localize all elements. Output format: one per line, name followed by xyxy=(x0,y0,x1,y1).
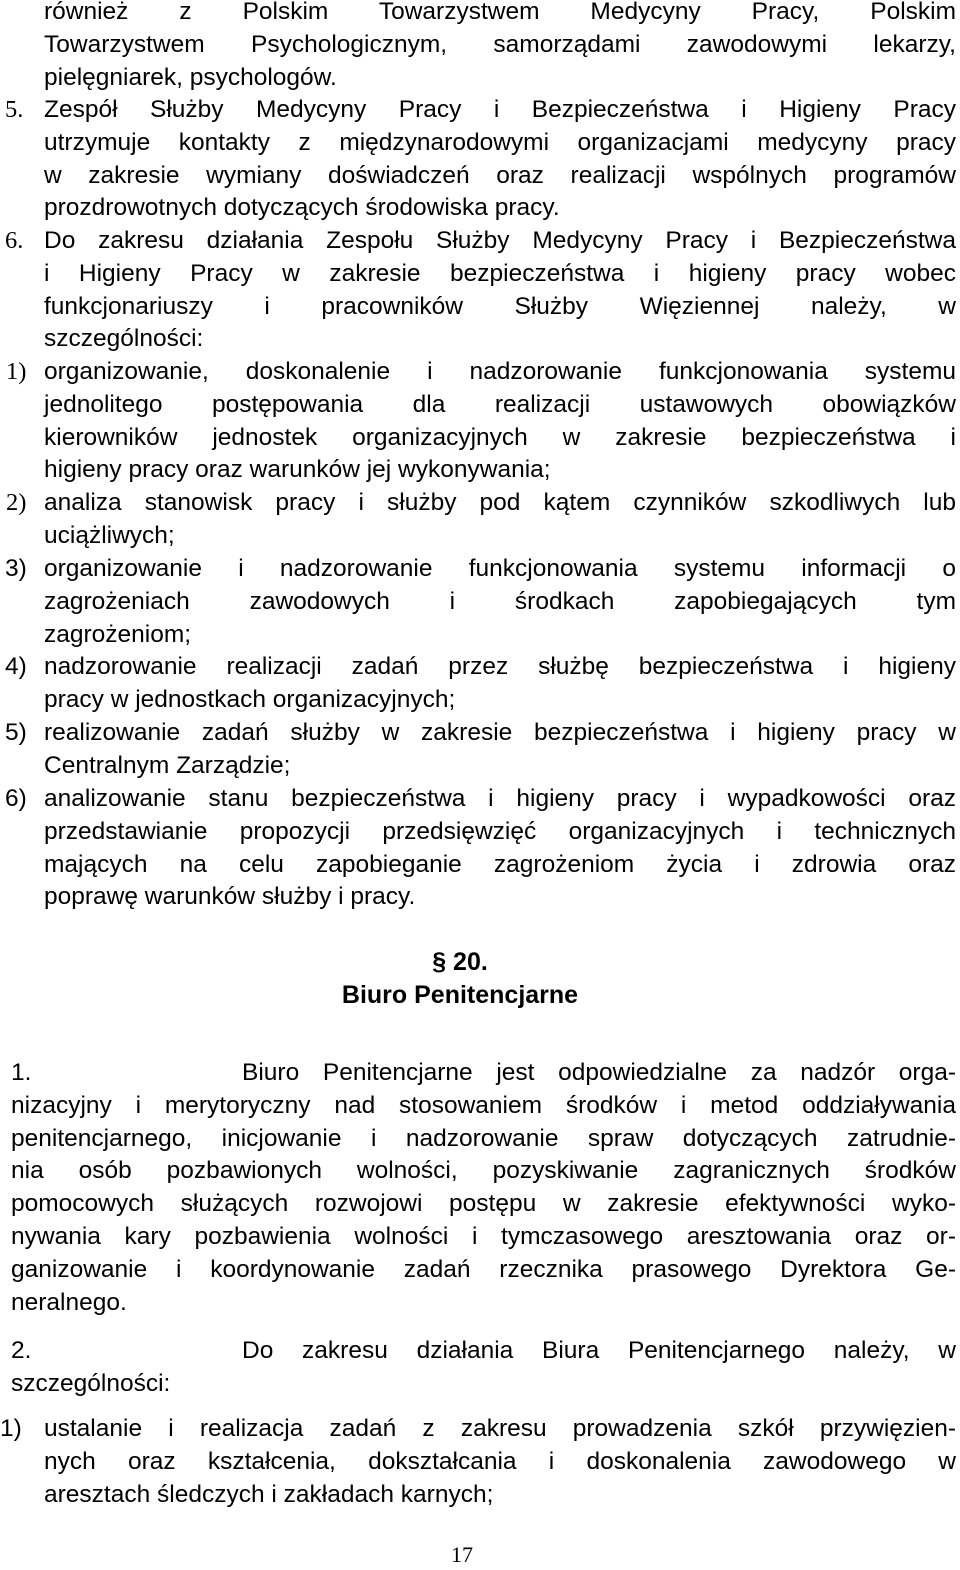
text-line: zagrożeniach zawodowych i środkach zapobiegających tym xyxy=(44,587,956,615)
subitem-number: 2) xyxy=(6,489,27,516)
subitem-6 xyxy=(5,783,956,914)
item-number: 5. xyxy=(5,96,24,123)
text-line: kierowników jednostek organizacyjnych w zakresie bezpieczeństwa i xyxy=(44,423,956,451)
text-line: i Higieny Pracy w zakresie bezpieczeństwa i higieny pracy wobec xyxy=(44,259,956,287)
text-line: również z Polskim Towarzystwem Medycyny Pracy, Polskim xyxy=(44,0,956,25)
text-line: higieny pracy oraz warunków jej wykonywania; xyxy=(44,456,551,484)
text-line: funkcjonariuszy i pracowników Służby Więziennej należy, w xyxy=(44,292,956,320)
paragraph-1 xyxy=(11,1057,956,1319)
text-line: analiza stanowisk pracy i służby pod kątem czynników szkodliwych lub xyxy=(44,489,956,516)
text-line: uciążliwych; xyxy=(44,521,175,549)
subitem-number: 5) xyxy=(5,719,27,746)
subitem-number: 1) xyxy=(6,358,27,385)
text-line: prozdrowotnych dotyczących środowiska pracy. xyxy=(44,194,560,222)
text-line: przedstawianie propozycji przedsięwzięć organizacyjnych i technicznych xyxy=(44,817,956,845)
text-line: nia osób pozbawionych wolności, pozyskiwanie zagranicznych środków xyxy=(11,1157,956,1185)
list-item-5 xyxy=(5,94,956,225)
text-line: Do zakresu działania Zespołu Służby Medycyny Pracy i Bezpieczeństwa xyxy=(44,227,956,254)
subitem-number: 6) xyxy=(5,785,27,812)
paragraph-2 xyxy=(11,1335,956,1401)
text-line: pomocowych służących rozwojowi postępu w zakresie efektywności wyko- xyxy=(11,1190,956,1218)
text-line: w zakresie wymiany doświadczeń oraz realizacji wspólnych programów xyxy=(44,161,956,189)
text-line: realizowanie zadań służby w zakresie bezpieczeństwa i higieny pracy w xyxy=(44,719,956,746)
text-line: nych oraz kształcenia, dokształcania i doskonalenia zawodowego w xyxy=(44,1447,956,1475)
subitem-2 xyxy=(6,487,956,553)
paragraph-number: 1. xyxy=(11,1059,32,1086)
subitem-5 xyxy=(5,717,956,783)
text-line: nywania kary pozbawienia wolności i tymczasowego aresztowania oraz or- xyxy=(11,1222,956,1250)
subitem-3 xyxy=(5,553,956,651)
continuation-paragraph xyxy=(44,0,956,94)
text-line: Biuro Penitencjarne jest odpowiedzialne za nadzór orga- xyxy=(242,1059,956,1086)
section-number: § 20. xyxy=(432,948,488,976)
paragraph-number: 2. xyxy=(11,1337,32,1364)
text-line: pielęgniarek, psychologów. xyxy=(44,63,337,91)
text-line: nadzorowanie realizacji zadań przez służbę bezpieczeństwa i higieny xyxy=(44,653,956,680)
text-line: Zespół Służby Medycyny Pracy i Bezpieczeństwa i Higieny Pracy xyxy=(44,96,956,123)
text-line: zagrożeniom; xyxy=(44,620,192,648)
subitem-4 xyxy=(5,651,956,717)
text-line: ustalanie i realizacja zadań z zakresu prowadzenia szkół przywięzien- xyxy=(44,1415,956,1442)
page-number: 17 xyxy=(451,1542,473,1567)
item-number: 1) xyxy=(0,1415,22,1442)
text-line: Towarzystwem Psychologicznym, samorządami zawodowymi lekarzy, xyxy=(44,30,956,58)
text-line: penitencjarnego, inicjowanie i nadzorowanie spraw dotyczących zatrudnie- xyxy=(11,1124,956,1152)
text-line: szczególności: xyxy=(11,1369,171,1397)
subitem-number: 4) xyxy=(5,653,27,680)
text-line: ganizowanie i koordynowanie zadań rzecznika prasowego Dyrektora Ge- xyxy=(11,1255,956,1283)
text-line: poprawę warunków służby i pracy. xyxy=(44,883,416,911)
text-line: neralnego. xyxy=(11,1288,127,1316)
text-line: Do zakresu działania Biura Penitencjarnego należy, w xyxy=(242,1337,956,1364)
subitem-number: 3) xyxy=(5,555,27,582)
paragraph-2-item-1 xyxy=(0,1413,956,1511)
text-line: pracy w jednostkach organizacyjnych; xyxy=(44,685,456,713)
item-number: 6. xyxy=(5,227,24,254)
paragraph-first-line xyxy=(11,1335,956,1368)
section-title: Biuro Penitencjarne xyxy=(341,981,579,1009)
text-line: Centralnym Zarządzie; xyxy=(44,751,291,779)
text-line: analizowanie stanu bezpieczeństwa i higieny pracy i wypadkowości oraz xyxy=(44,785,956,812)
text-line: organizowanie, doskonalenie i nadzorowanie funkcjonowania systemu xyxy=(44,358,956,385)
text-line: aresztach śledczych i zakładach karnych; xyxy=(44,1480,494,1508)
text-line: szczególności: xyxy=(44,325,204,353)
paragraph-first-line xyxy=(11,1057,956,1090)
text-line: jednolitego postępowania dla realizacji ustawowych obowiązków xyxy=(44,390,956,418)
list-item-6 xyxy=(5,225,956,356)
subitem-1 xyxy=(6,356,956,487)
text-line: mających na celu zapobieganie zagrożeniom życia i zdrowia oraz xyxy=(44,850,956,878)
text-line: nizacyjny i merytoryczny nad stosowaniem środków i metod oddziaływania xyxy=(11,1091,956,1119)
text-line: utrzymuje kontakty z międzynarodowymi organizacjami medycyny pracy xyxy=(44,128,956,156)
text-line: organizowanie i nadzorowanie funkcjonowania systemu informacji o xyxy=(44,555,956,582)
